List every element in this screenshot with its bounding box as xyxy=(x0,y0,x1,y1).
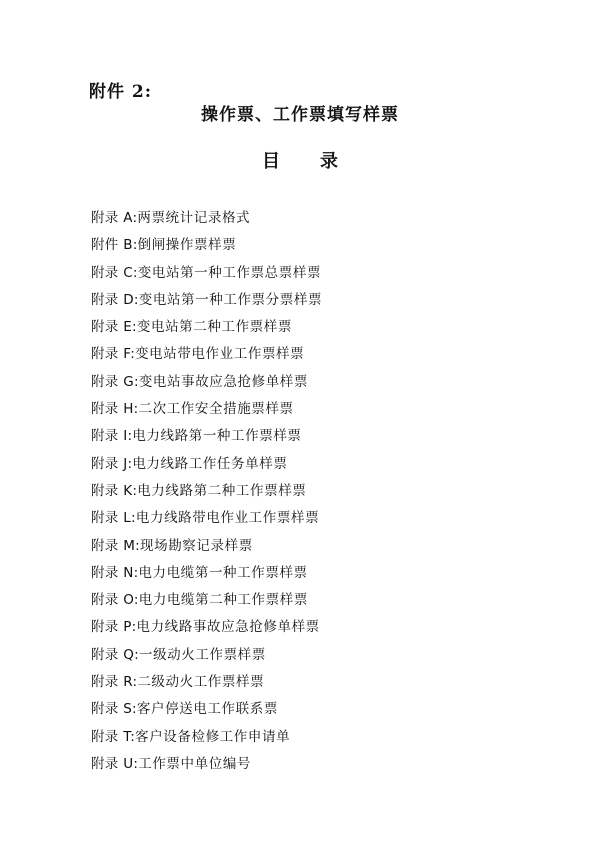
toc-item xyxy=(91,371,322,398)
toc-item-name: 二级动火工作票样票 xyxy=(137,674,265,691)
toc-item-code: 附录 N: xyxy=(91,564,139,581)
toc-item-name: 倒闸操作票样票 xyxy=(137,237,237,254)
toc-item-name: 电力电缆第二种工作票样票 xyxy=(138,592,308,609)
toc-item-code: 附录 Q: xyxy=(91,646,139,663)
toc-item xyxy=(91,562,322,589)
toc-item-name: 现场勘察记录样票 xyxy=(140,537,253,554)
toc-item xyxy=(91,753,322,780)
toc-item-name: 工作票中单位编号 xyxy=(138,755,252,772)
toc-item-name: 变电站事故应急抢修单样票 xyxy=(138,373,309,390)
toc-item-name: 一级动火工作票样票 xyxy=(138,646,266,663)
toc-item xyxy=(91,262,322,289)
toc-item-name: 电力线路事故应急抢修单样票 xyxy=(136,619,320,636)
toc-list xyxy=(91,207,322,780)
toc-item-code: 附录 M: xyxy=(91,537,140,554)
toc-item-code: 附录 E: xyxy=(91,319,137,336)
toc-item-code: 附录 R: xyxy=(91,674,138,691)
toc-item xyxy=(91,589,322,616)
toc-item-code: 附录 U: xyxy=(91,755,139,772)
toc-item-code: 附录 K: xyxy=(91,482,138,499)
toc-item-name: 两票统计记录格式 xyxy=(137,210,251,226)
toc-item xyxy=(91,425,322,452)
toc-item xyxy=(91,616,322,643)
toc-item xyxy=(91,207,322,234)
toc-item xyxy=(91,726,322,753)
toc-item-name: 客户停送电工作联系票 xyxy=(136,701,278,718)
toc-item-code: 附录 G: xyxy=(91,373,139,390)
toc-item-code: 附录 O: xyxy=(91,592,139,609)
toc-item xyxy=(91,535,322,562)
toc-item xyxy=(91,343,322,370)
toc-heading xyxy=(0,149,600,175)
toc-heading-left: 目 xyxy=(262,151,280,172)
toc-item-code: 附录 T: xyxy=(91,728,136,745)
toc-item-name: 电力电缆第一种工作票样票 xyxy=(138,564,308,581)
toc-item-name: 变电站带电作业工作票样票 xyxy=(135,346,305,363)
toc-item xyxy=(91,480,322,507)
toc-item-name: 电力线路带电作业工作票样票 xyxy=(135,510,320,527)
toc-item-code: 附录 D: xyxy=(91,291,139,308)
toc-item xyxy=(91,507,322,534)
toc-item xyxy=(91,289,322,316)
toc-item-name: 变电站第一种工作票分票样票 xyxy=(138,291,323,308)
attachment-label: 附件 2: xyxy=(89,82,153,102)
toc-item-code: 附录 J: xyxy=(91,455,133,472)
toc-item-name: 客户设备检修工作申请单 xyxy=(135,728,291,745)
toc-item-code: 附录 F: xyxy=(91,346,136,363)
toc-item-code: 附录 S: xyxy=(91,701,137,718)
toc-item-name: 电力线路第一种工作票样票 xyxy=(132,428,302,445)
toc-heading-right: 录 xyxy=(320,151,338,172)
toc-item-code: 附录 C: xyxy=(91,264,138,281)
toc-item-code: 附件 B: xyxy=(91,237,138,254)
toc-item xyxy=(91,698,322,725)
toc-item-code: 附录 A: xyxy=(91,210,138,226)
toc-item xyxy=(91,671,322,698)
toc-item-name: 二次工作安全措施票样票 xyxy=(138,401,294,418)
toc-item xyxy=(91,398,322,425)
toc-item-code: 附录 P: xyxy=(91,619,137,636)
toc-item-code: 附录 I: xyxy=(91,428,133,445)
toc-item-name: 变电站第一种工作票总票样票 xyxy=(137,264,322,281)
toc-item xyxy=(91,453,322,480)
document-title: 操作票、工作票填写样票 xyxy=(201,105,399,125)
toc-item xyxy=(91,644,322,671)
toc-item xyxy=(91,234,322,261)
toc-item-name: 电力线路工作任务单样票 xyxy=(132,455,288,472)
toc-item-name: 变电站第二种工作票样票 xyxy=(136,319,292,336)
toc-item-code: 附录 L: xyxy=(91,510,136,527)
toc-item xyxy=(91,316,322,343)
toc-item-code: 附录 H: xyxy=(91,401,139,418)
toc-item-name: 电力线路第二种工作票样票 xyxy=(137,482,307,499)
